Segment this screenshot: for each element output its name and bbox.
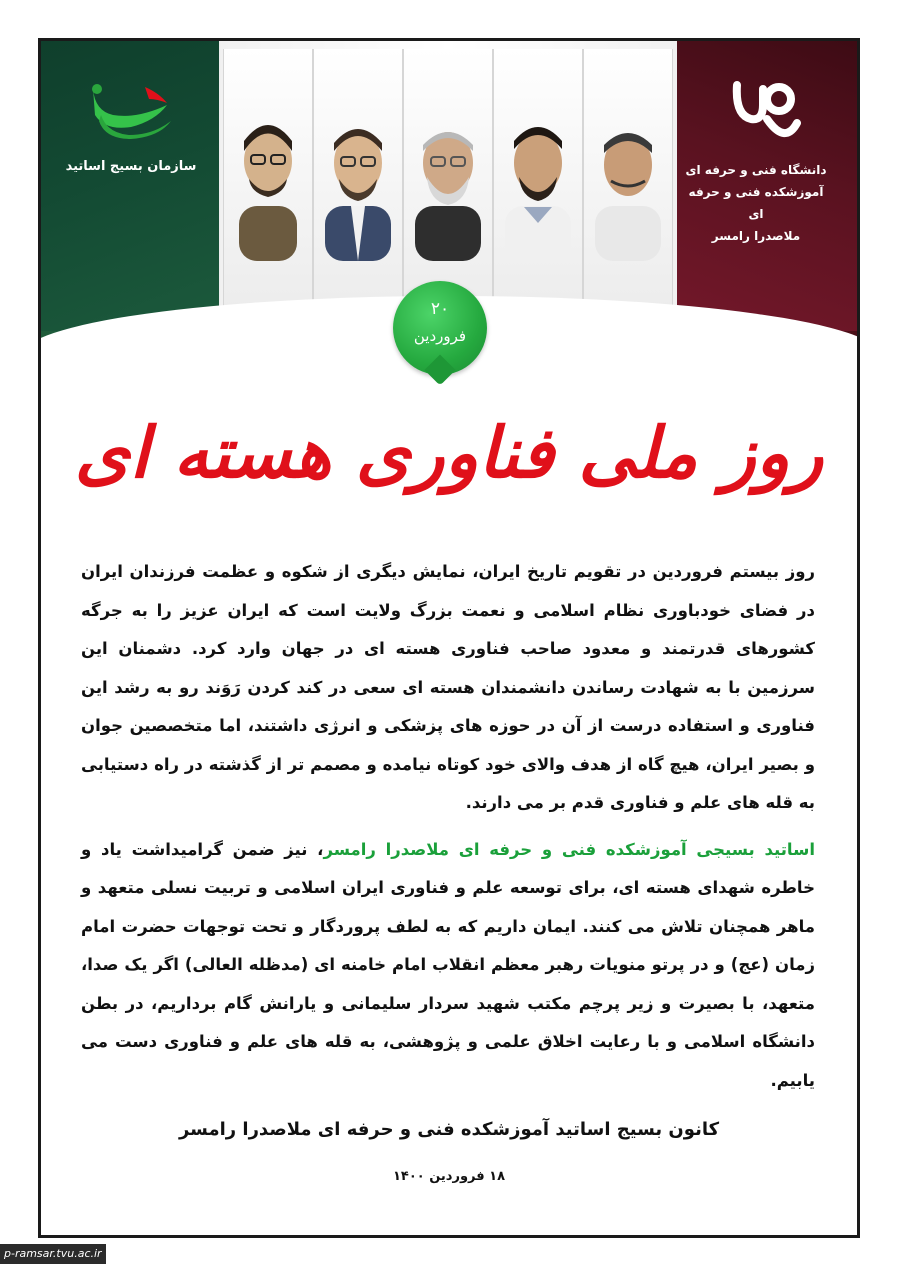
highlighted-organization: اساتید بسیجی آموزشکده فنی و حرفه ای ملاصدرا رامسر: [323, 839, 815, 859]
statement-paragraph-1: روز بیستم فروردین در تقویم تاریخ ایران، نمایش دیگری از شکوه و عظمت فرزندان ایران در فضای خودباوری نظام اسلامی و نعمت بزرگ ولایت است که ایران عزیز را به جرگه کشورهای قدرتمند و معدود صاحب فناوری هسته ای در جهان وارد کرد. دشمنان این سرزمین با به شهادت رساندن دانشمندان هسته ای سعی در کند کردن رَوَند رو به رشد این فناوری و استفاده درست از آن در حوزه های پزشکی و انرژی داشتند، اما متخصصین جوان و بصیر ایران، هیچ گاه از هدف والای خود کوتاه نیامده و مصمم تر از گذشته در راه دستیابی به قله های علم و فناوری قدم بر می دارند.: [81, 562, 815, 812]
scientist-portrait-1: [229, 111, 307, 261]
date-badge-day: ۲۰: [430, 299, 450, 319]
poster-frame: [38, 38, 860, 1238]
right-logo-line-3: ملاصدرا رامسر: [711, 229, 801, 243]
basij-professors-logo: [87, 81, 177, 141]
statement-paragraph-2: [81, 831, 815, 1101]
date-badge: [393, 281, 487, 375]
scientist-portrait-2: [319, 111, 397, 261]
page-headline: روز ملی فناوری هسته ای: [74, 411, 824, 494]
university-logo: [727, 75, 801, 149]
scientist-portrait-5: [589, 111, 667, 261]
date-badge-month: فروردین: [413, 327, 467, 345]
paragraph-2-text: ، نیز ضمن گرامیداشت یاد و خاطره شهدای هسته ای، برای توسعه علم و فناوری ایران اسلامی و تربیت نسلی متعهد و ماهر همچنان تلاش می کنند. ایمان داریم که به لطف پروردگار و تحت توجهات حضرت امام زمان (عج) و در پرتو منویات رهبر معظم انقلاب امام خامنه ای (مدظله العالی) اگر یک صدا، متعهد، با بصیرت و زیر پرچم مکتب شهید سردار سلیمانی و یارانش گام برداریم، در بطن دانشگاه اسلامی و با رعایت اخلاق علمی و پژوهشی، به قله های علم و فناوری دست می یابیم.: [81, 839, 815, 1090]
issue-date: ۱۸ فروردین ۱۴۰۰: [392, 1169, 506, 1184]
right-logo-line-1: دانشگاه فنی و حرفه ای: [685, 163, 827, 177]
scientist-portrait-3: [409, 111, 487, 261]
signing-organization: کانون بسیج اساتید آموزشکده فنی و حرفه ای ملاصدرا رامسر: [178, 1119, 720, 1140]
scientist-portrait-4: [499, 111, 577, 261]
right-logo-line-2: آموزشکده فنی و حرفه ای: [688, 185, 824, 221]
statement-body: [81, 553, 815, 1108]
left-logo-caption: سازمان بسیج اساتید: [65, 159, 197, 174]
right-logo-caption: [681, 159, 831, 247]
site-watermark: p-ramsar.tvu.ac.ir: [0, 1244, 106, 1264]
